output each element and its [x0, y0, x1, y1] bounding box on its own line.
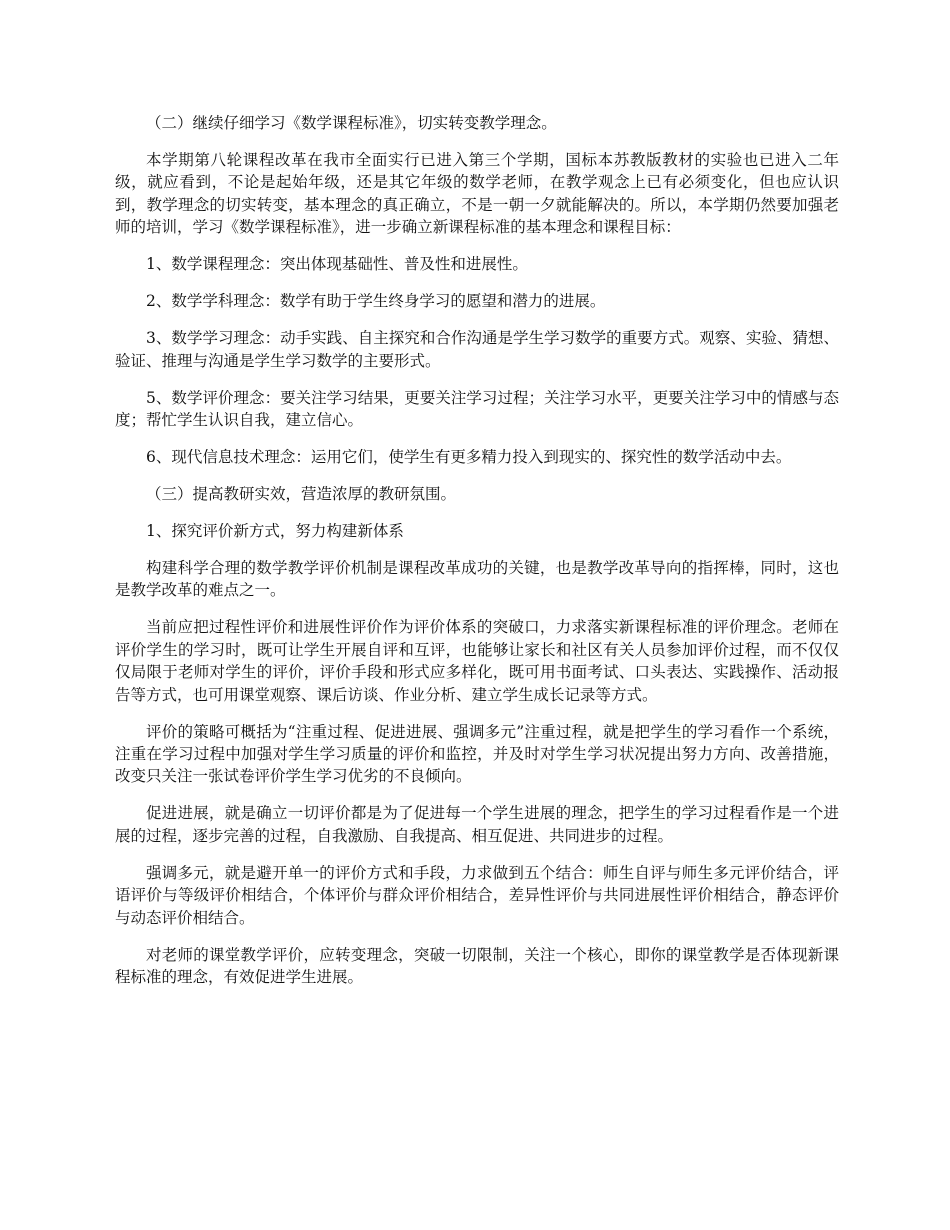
list-item: 2、数学学科理念：数学有助于学生终身学习的愿望和潜力的进展。 [146, 292, 606, 311]
paragraph: 对老师的课堂教学评价，应转变理念，突破一切限制，关注一个核心，即你的课堂教学是否体现新课程标准的理念，有效促进学生进展。 [115, 945, 839, 987]
document-page [115, 112, 839, 1003]
list-item: 1、数学课程理念：突出体现基础性、普及性和进展性。 [146, 255, 528, 274]
list-item: 5、数学评价理念：要关注学习结果，更要关注学习过程；关注学习水平，更要关注学习中的情感与态度；帮忙学生认识自我，建立信心。 [115, 388, 839, 430]
paragraph: 当前应把过程性评价和进展性评价作为评价体系的突破口，力求落实新课程标准的评价理念。老师在评价学生的学习时，既可让学生开展自评和互评，也能够让家长和社区有关人员参加评价过程，而不仅仅仅局限于老师对学生的评价，评价手段和形式应多样化，既可用书面考试、口头表达、实践操作、活动报告等方式，也可用课堂观察、课后访谈、作业分析、建立学生成长记录等方式。 [115, 618, 839, 704]
paragraph: 本学期第八轮课程改革在我市全面实行已进入第三个学期，国标本苏教版教材的实验也已进入二年级，就应看到，不论是起始年级，还是其它年级的数学老师，在教学观念上已有必须变化，但也应认识到，教学理念的切实转变，基本理念的真正确立，不是一朝一夕就能解决的。所以，本学期仍然要加强老师的培训，学习《数学课程标准》，进一步确立新课程标准的基本理念和课程目标： [115, 151, 839, 237]
paragraph: 促进进展，就是确立一切评价都是为了促进每一个学生进展的理念，把学生的学习过程看作是一个进展的过程，逐步完善的过程，自我激励、自我提高、相互促进、共同进步的过程。 [115, 804, 839, 845]
paragraph: 评价的策略可概括为“注重过程、促进进展、强调多元”注重过程，就是把学生的学习看作一个系统，注重在学习过程中加强对学生学习质量的评价和监控，并及时对学生学习状况提出努力方向、改善措施，改变只关注一张试卷评价学生学习优劣的不良倾向。 [115, 722, 839, 786]
paragraph: 构建科学合理的数学教学评价机制是课程改革成功的关键，也是教学改革导向的指挥棒，同时，这也是教学改革的难点之一。 [115, 559, 839, 600]
subsection-heading: 1、探究评价新方式，努力构建新体系 [146, 522, 404, 541]
section-heading: （三）提高教研实效，营造浓厚的教研氛围。 [146, 485, 457, 504]
list-item: 6、现代信息技术理念：运用它们，使学生有更多精力投入到现实的、探究性的数学活动中去。 [146, 448, 792, 467]
list-item: 3、数学学习理念：动手实践、自主探究和合作沟通是学生学习数学的重要方式。观察、实验、猜想、验证、推理与沟通是学生学习数学的主要形式。 [115, 329, 839, 370]
paragraph: 强调多元，就是避开单一的评价方式和手段，力求做到五个结合：师生自评与师生多元评价结合，评语评价与等级评价相结合，个体评价与群众评价相结合，差异性评价与共同进展性评价相结合，静态评价与动态评价相结合。 [115, 863, 839, 927]
section-heading: （二）继续仔细学习《数学课程标准》，切实转变教学理念。 [146, 114, 557, 132]
